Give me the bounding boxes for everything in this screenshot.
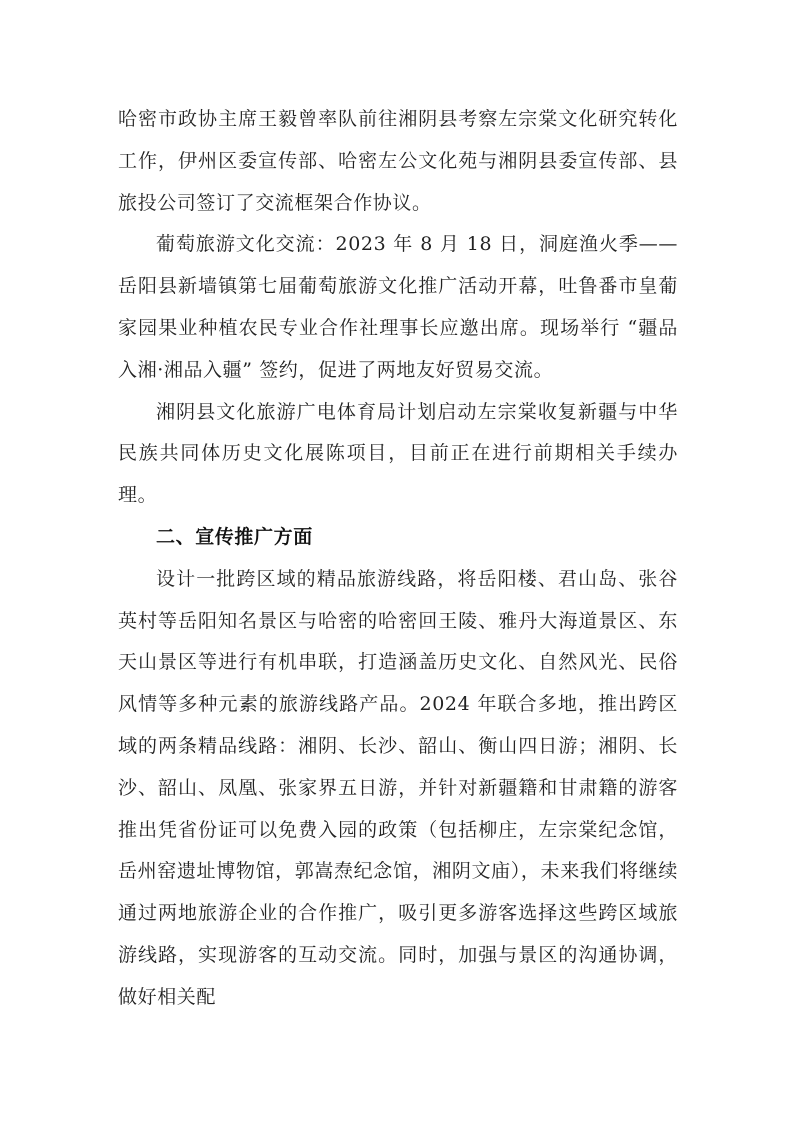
section-heading-promotion: 二、宣传推广方面 [156,525,313,548]
paragraph-grape-tourism: 葡萄旅游文化交流：2023 年 8 月 18 日，洞庭渔火季—— 岳阳县新墙镇第七届葡萄旅游文化推广活动开幕，吐鲁番市皇葡家园果业种植农民专业合作社理事长应邀出席。现场举行 “疆品入湘·湘品入疆” 签约，促进了两地友好贸易交流。 [118,233,678,381]
paragraph-exhibition-project: 湘阴县文化旅游广电体育局计划启动左宗棠收复新疆与中华民族共同体历史文化展陈项目，目前正在进行前期相关手续办理。 [118,400,678,507]
document-body [118,99,678,1019]
paragraph-haMi-visit: 哈密市政协主席王毅曾率队前往湘阴县考察左宗棠文化研究转化工作，伊州区委宣传部、哈密左公文化苑与湘阴县委宣传部、县旅投公司签订了交流框架合作协议。 [118,108,678,214]
paragraph-tour-routes: 设计一批跨区域的精品旅游线路，将岳阳楼、君山岛、张谷英村等岳阳知名景区与哈密的哈密回王陵、雅丹大海道景区、东天山景区等进行有机串联，打造涵盖历史文化、自然风光、民俗风情等多种元素的旅游线路产品。2024 年联合多地，推出跨区域的两条精品线路：湘阴、长沙、韶山、衡山四日游；湘阴、长沙、韶山、凤凰、张家界五日游，并针对新疆籍和甘肃籍的游客推出凭省份证可以免费入园的政策（包括柳庄，左宗棠纪念馆，岳州窑遗址博物馆，郭嵩焘纪念馆，湘阴文庙），未来我们将继续通过两地旅游企业的合作推广，吸引更多游客选择这些跨区域旅游线路，实现游客的互动交流。同时，加强与景区的沟通协调，做好相关配 [118,567,678,1008]
